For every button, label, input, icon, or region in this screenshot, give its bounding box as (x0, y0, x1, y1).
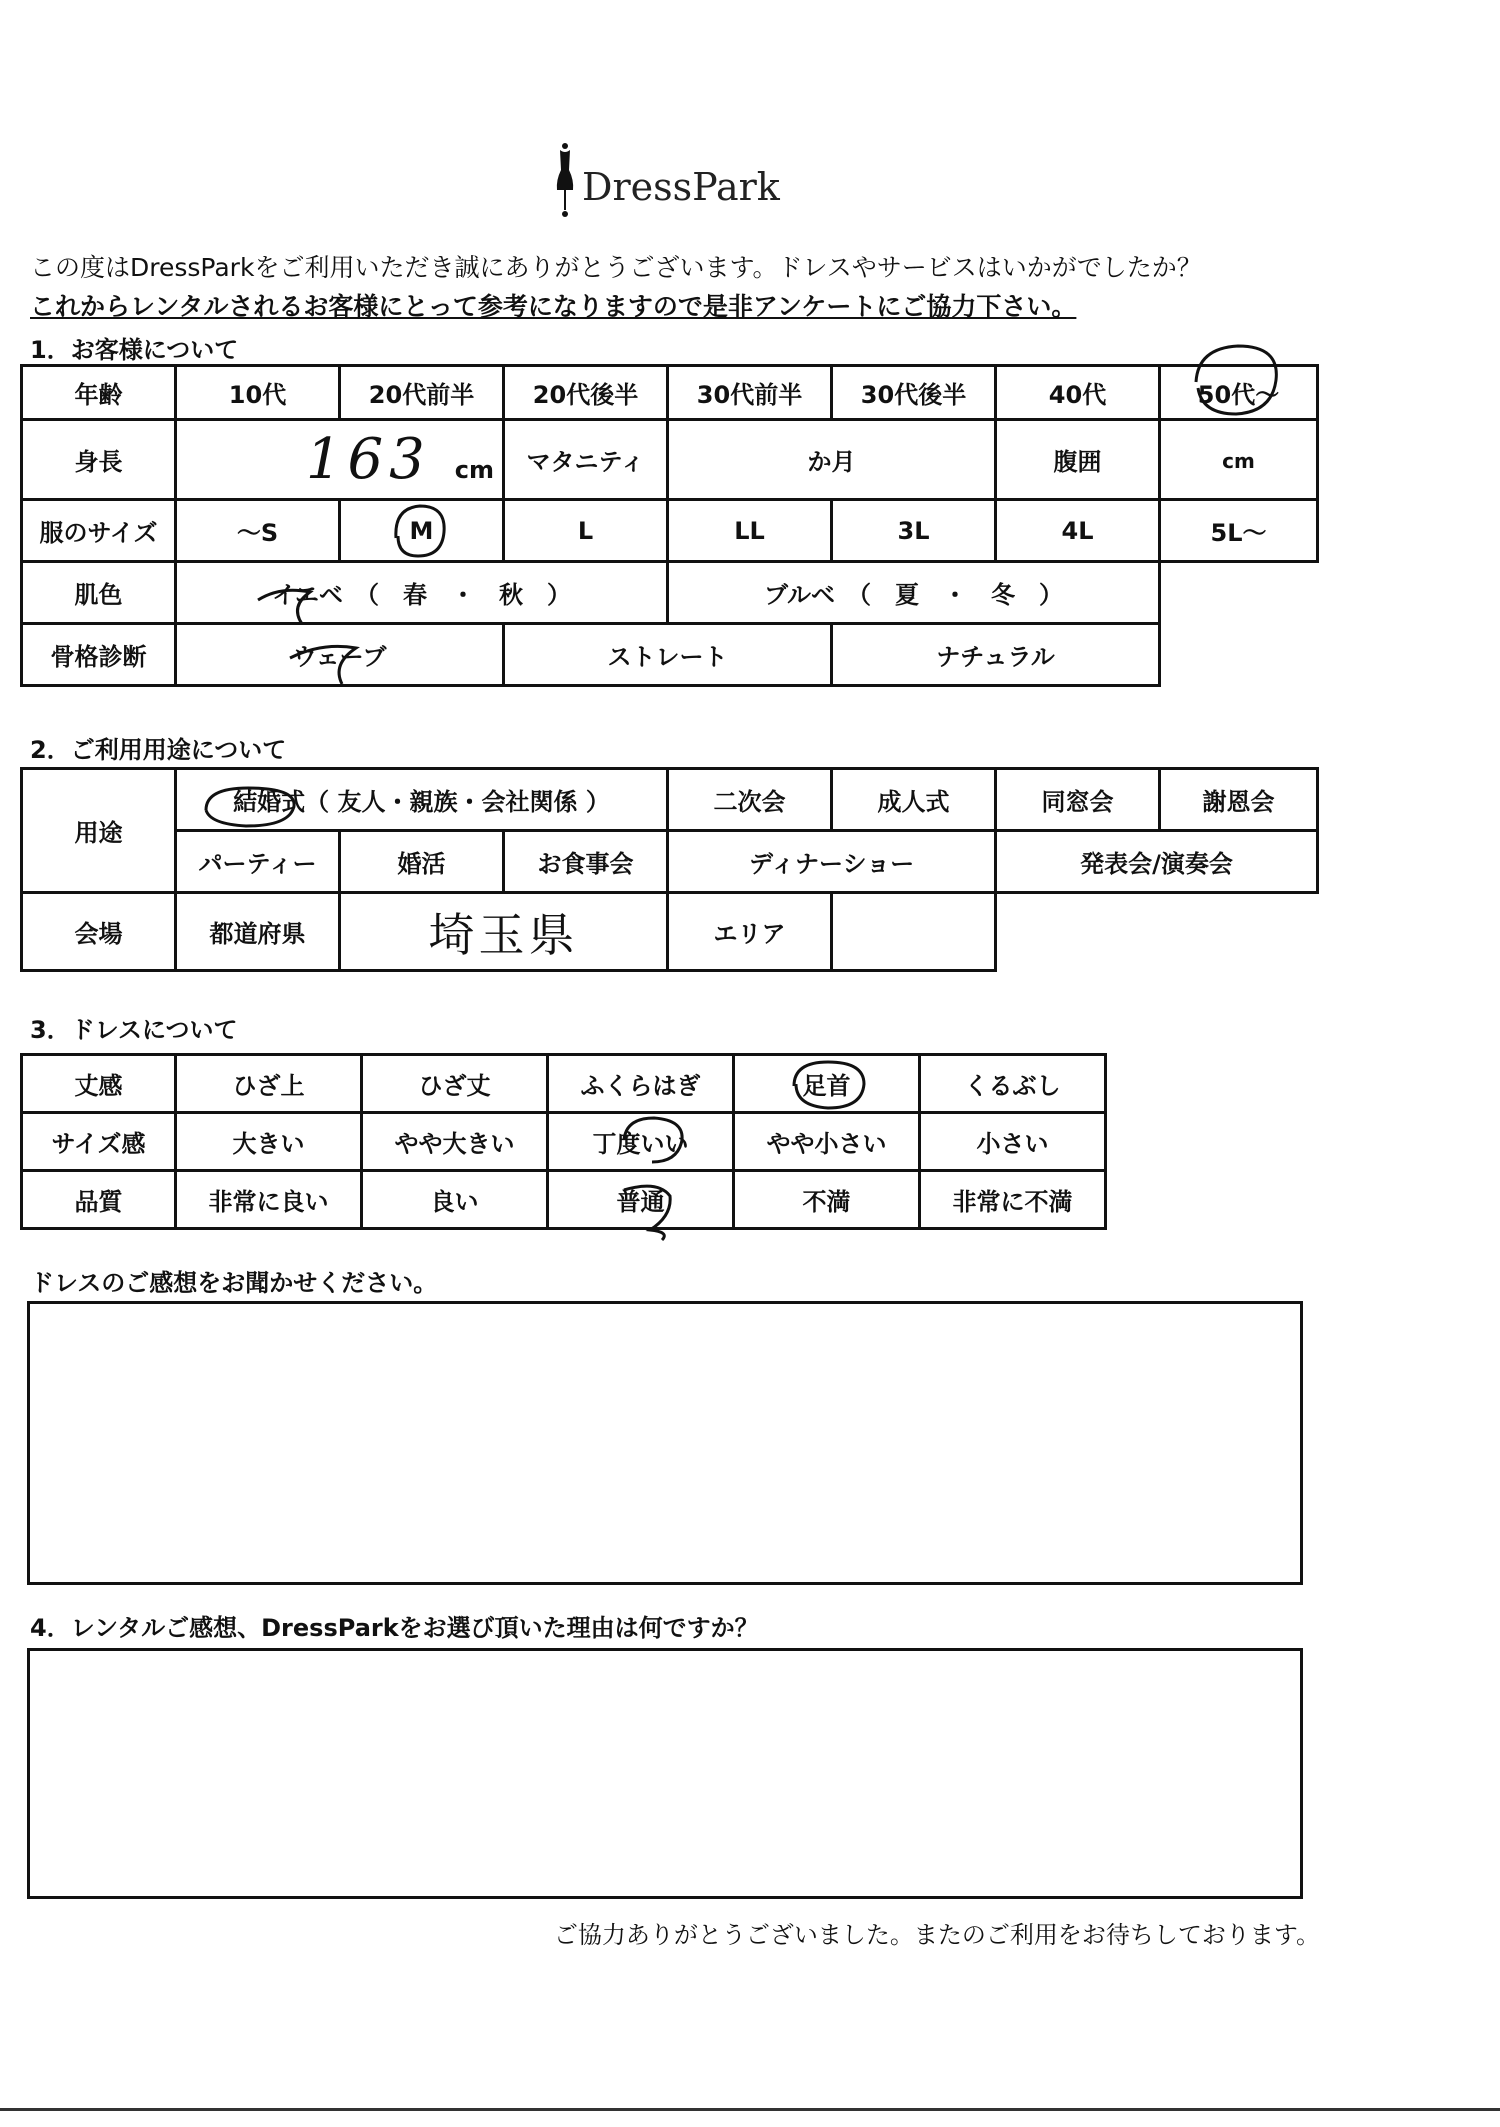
skin-option[interactable]: ブルベ （ 夏 ・ 冬 ） (668, 562, 1160, 624)
purpose-option[interactable]: 謝恩会 (1160, 769, 1318, 831)
size-option[interactable]: LL (668, 500, 832, 562)
purpose-option[interactable]: 二次会 (668, 769, 832, 831)
frame-option-selected[interactable]: ウェーブ (176, 624, 504, 686)
blank-cell (1160, 624, 1318, 686)
frame-label: 骨格診断 (22, 624, 176, 686)
dress-table (20, 1053, 1107, 1230)
height-label: 身長 (22, 420, 176, 500)
size-option[interactable]: 3L (832, 500, 996, 562)
customer-table (20, 364, 1319, 687)
age-option[interactable]: 30代後半 (832, 366, 996, 420)
prefecture-value: 埼玉県 (428, 907, 579, 962)
purpose-option[interactable]: お食事会 (504, 831, 668, 893)
age-option[interactable]: 40代 (996, 366, 1160, 420)
height-unit: cm (454, 456, 494, 484)
scan-edge-line (0, 2108, 1500, 2111)
length-option[interactable]: ひざ丈 (362, 1055, 548, 1113)
purpose-option[interactable]: 発表会/演奏会 (996, 831, 1318, 893)
fit-option-selected[interactable]: 丁度いい (548, 1113, 734, 1171)
size-option[interactable]: L (504, 500, 668, 562)
purpose-label: 用途 (22, 769, 176, 893)
prefecture-field[interactable] (340, 893, 668, 971)
age-option[interactable]: 20代後半 (504, 366, 668, 420)
quality-label: 品質 (22, 1171, 176, 1229)
purpose-option[interactable]: 成人式 (832, 769, 996, 831)
dress-comment-box[interactable] (27, 1301, 1303, 1585)
fit-option[interactable]: 大きい (176, 1113, 362, 1171)
section1-title: 1．お客様について (30, 336, 239, 364)
age-option[interactable]: 10代 (176, 366, 340, 420)
section2-title: 2．ご利用用途について (30, 736, 287, 764)
footer-thanks: ご協力ありがとうございました。またのご利用をお待ちしております。 (553, 1921, 1320, 1949)
purpose-option[interactable]: パーティー (176, 831, 340, 893)
quality-option[interactable]: 非常に不満 (920, 1171, 1106, 1229)
age-option-selected[interactable]: 50代～ (1160, 366, 1318, 420)
age-option[interactable]: 20代前半 (340, 366, 504, 420)
skin-label: 肌色 (22, 562, 176, 624)
height-value: 163 (305, 427, 431, 492)
skin-option-selected[interactable]: イエベ （ 春 ・ 秋 ） (176, 562, 668, 624)
size-label: 服のサイズ (22, 500, 176, 562)
length-option[interactable]: くるぶし (920, 1055, 1106, 1113)
age-label: 年齢 (22, 366, 176, 420)
quality-option[interactable]: 不満 (734, 1171, 920, 1229)
maternity-unit: か月 (807, 448, 856, 476)
length-option-selected[interactable]: 足首 (734, 1055, 920, 1113)
area-label: エリア (668, 893, 832, 971)
dress-form-logo-icon (552, 140, 578, 220)
quality-option[interactable]: 非常に良い (176, 1171, 362, 1229)
age-option[interactable]: 30代前半 (668, 366, 832, 420)
maternity-label: マタニティ (504, 420, 668, 500)
length-option[interactable]: ひざ上 (176, 1055, 362, 1113)
quality-option-selected[interactable]: 普通 (548, 1171, 734, 1229)
quality-option[interactable]: 良い (362, 1171, 548, 1229)
size-option[interactable]: ～S (176, 500, 340, 562)
height-field[interactable] (176, 420, 504, 500)
purpose-option[interactable]: 婚活 (340, 831, 504, 893)
intro-text: この度はDressParkをご利用いただき誠にありがとうございます。ドレスやサービスはいかがでしたか？ (30, 253, 1202, 282)
purpose-option[interactable]: 同窓会 (996, 769, 1160, 831)
section3-title: 3．ドレスについて (30, 1016, 238, 1044)
section4-title: 4．レンタルご感想、DressParkをお選び頂いた理由は何ですか？ (30, 1614, 759, 1642)
venue-label: 会場 (22, 893, 176, 971)
intro-request: これからレンタルされるお客様にとって参考になりますので是非アンケートにご協力下さい。 (30, 292, 1077, 321)
length-option[interactable]: ふくらはぎ (548, 1055, 734, 1113)
size-option[interactable]: 4L (996, 500, 1160, 562)
size-option-selected[interactable]: M (340, 500, 504, 562)
blank-cell (996, 893, 1318, 971)
area-field[interactable] (832, 893, 996, 971)
fit-option[interactable]: やや大きい (362, 1113, 548, 1171)
blank-cell (1160, 562, 1318, 624)
frame-option[interactable]: ナチュラル (832, 624, 1160, 686)
dress-comment-title: ドレスのご感想をお聞かせください。 (30, 1269, 438, 1297)
brand-logo-text: DressPark (582, 165, 780, 209)
length-label: 丈感 (22, 1055, 176, 1113)
reason-comment-box[interactable] (27, 1648, 1303, 1899)
size-option[interactable]: 5L～ (1160, 500, 1318, 562)
purpose-option[interactable]: ディナーショー (668, 831, 996, 893)
usage-table (20, 767, 1319, 972)
maternity-field[interactable] (668, 420, 996, 500)
frame-option[interactable]: ストレート (504, 624, 832, 686)
fit-option[interactable]: やや小さい (734, 1113, 920, 1171)
waist-label: 腹囲 (996, 420, 1160, 500)
waist-field[interactable] (1160, 420, 1318, 500)
fit-label: サイズ感 (22, 1113, 176, 1171)
fit-option[interactable]: 小さい (920, 1113, 1106, 1171)
purpose-option-selected[interactable]: 結婚式（ 友人・親族・会社関係 ） (176, 769, 668, 831)
prefecture-label: 都道府県 (176, 893, 340, 971)
waist-unit: cm (1222, 448, 1255, 473)
